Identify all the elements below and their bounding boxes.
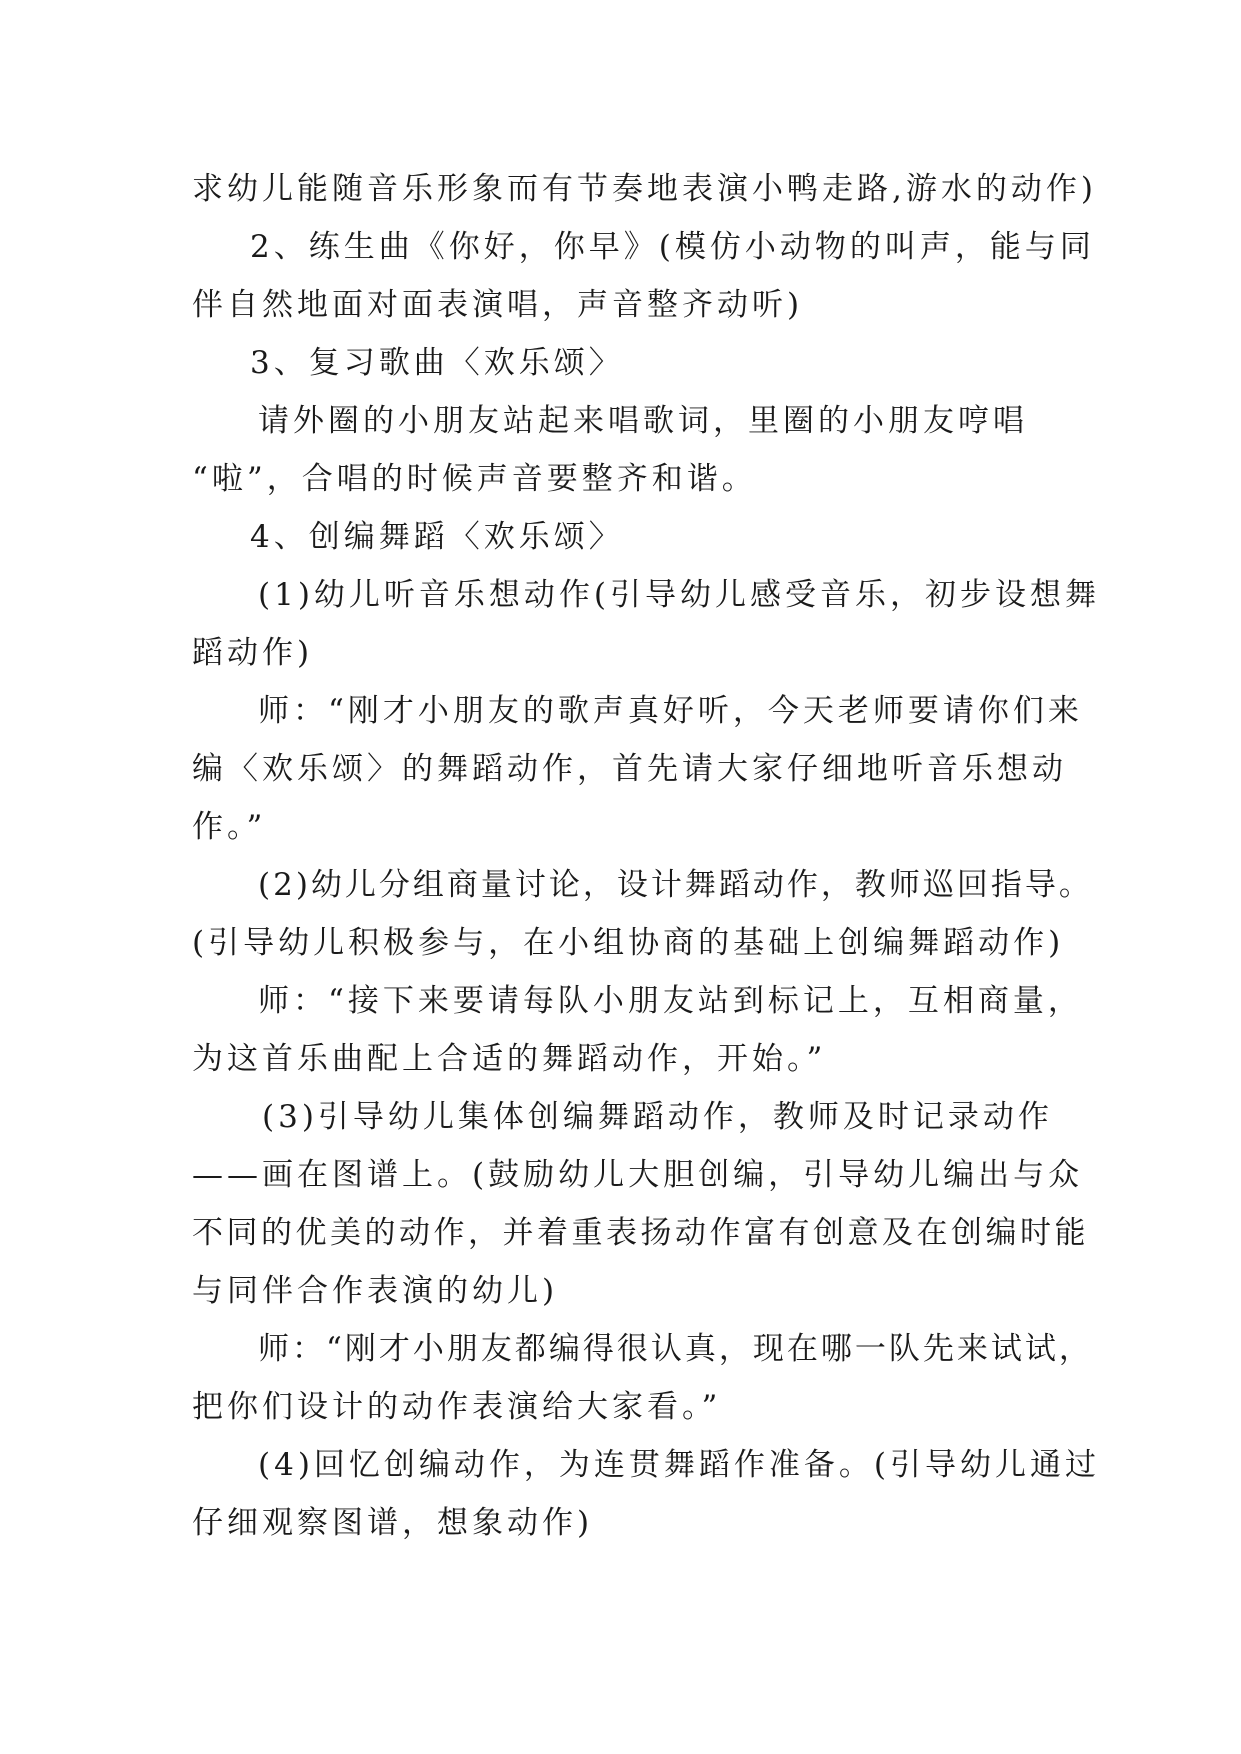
- text-line: 作。”: [192, 809, 267, 845]
- text-line: (引导幼儿积极参与，在小组协商的基础上创编舞蹈动作): [192, 925, 1065, 961]
- text-line: (4)回忆创编动作，为连贯舞蹈作准备。(引导幼儿通过: [258, 1447, 1101, 1483]
- text-line: 师：“刚才小朋友都编得很认真，现在哪一队先来试试，: [258, 1331, 1093, 1367]
- text-line: 编〈欢乐颂〉的舞蹈动作，首先请大家仔细地听音乐想动: [192, 751, 1067, 787]
- text-line: 蹈动作): [192, 635, 314, 671]
- text-line: 师：“接下来要请每队小朋友站到标记上，互相商量，: [258, 983, 1083, 1019]
- text-line: “啦”，合唱的时候声音要整齐和谐。: [192, 461, 757, 497]
- text-line: 请外圈的小朋友站起来唱歌词，里圈的小朋友哼唱: [258, 403, 1028, 439]
- text-line: 2、练生曲《你好，你早》(模仿小动物的叫声，能与同: [250, 229, 1095, 265]
- text-line: (2)幼儿分组商量讨论，设计舞蹈动作，教师巡回指导。: [258, 867, 1093, 903]
- text-line: 把你们设计的动作表演给大家看。”: [192, 1389, 722, 1425]
- text-line: ——画在图谱上。(鼓励幼儿大胆创编，引导幼儿编出与众: [192, 1157, 1084, 1193]
- text-line: 3、复习歌曲〈欢乐颂〉: [250, 345, 624, 381]
- text-line: (3)引导幼儿集体创编舞蹈动作，教师及时记录动作: [262, 1099, 1053, 1135]
- text-line: (1)幼儿听音乐想动作(引导幼儿感受音乐，初步设想舞: [258, 577, 1101, 613]
- text-line: 仔细观察图谱，想象动作): [192, 1505, 594, 1541]
- text-line: 为这首乐曲配上合适的舞蹈动作，开始。”: [192, 1041, 827, 1077]
- text-line: 与同伴合作表演的幼儿): [192, 1273, 559, 1309]
- text-line: 师：“刚才小朋友的歌声真好听，今天老师要请你们来: [258, 693, 1083, 729]
- text-line: 不同的优美的动作，并着重表扬动作富有创意及在创编时能: [192, 1215, 1089, 1251]
- text-line: 伴自然地面对面表演唱，声音整齐动听): [192, 287, 804, 323]
- text-line: 4、创编舞蹈〈欢乐颂〉: [250, 519, 624, 555]
- text-line: 求幼儿能随音乐形象而有节奏地表演小鸭走路,游水的动作): [192, 171, 1097, 207]
